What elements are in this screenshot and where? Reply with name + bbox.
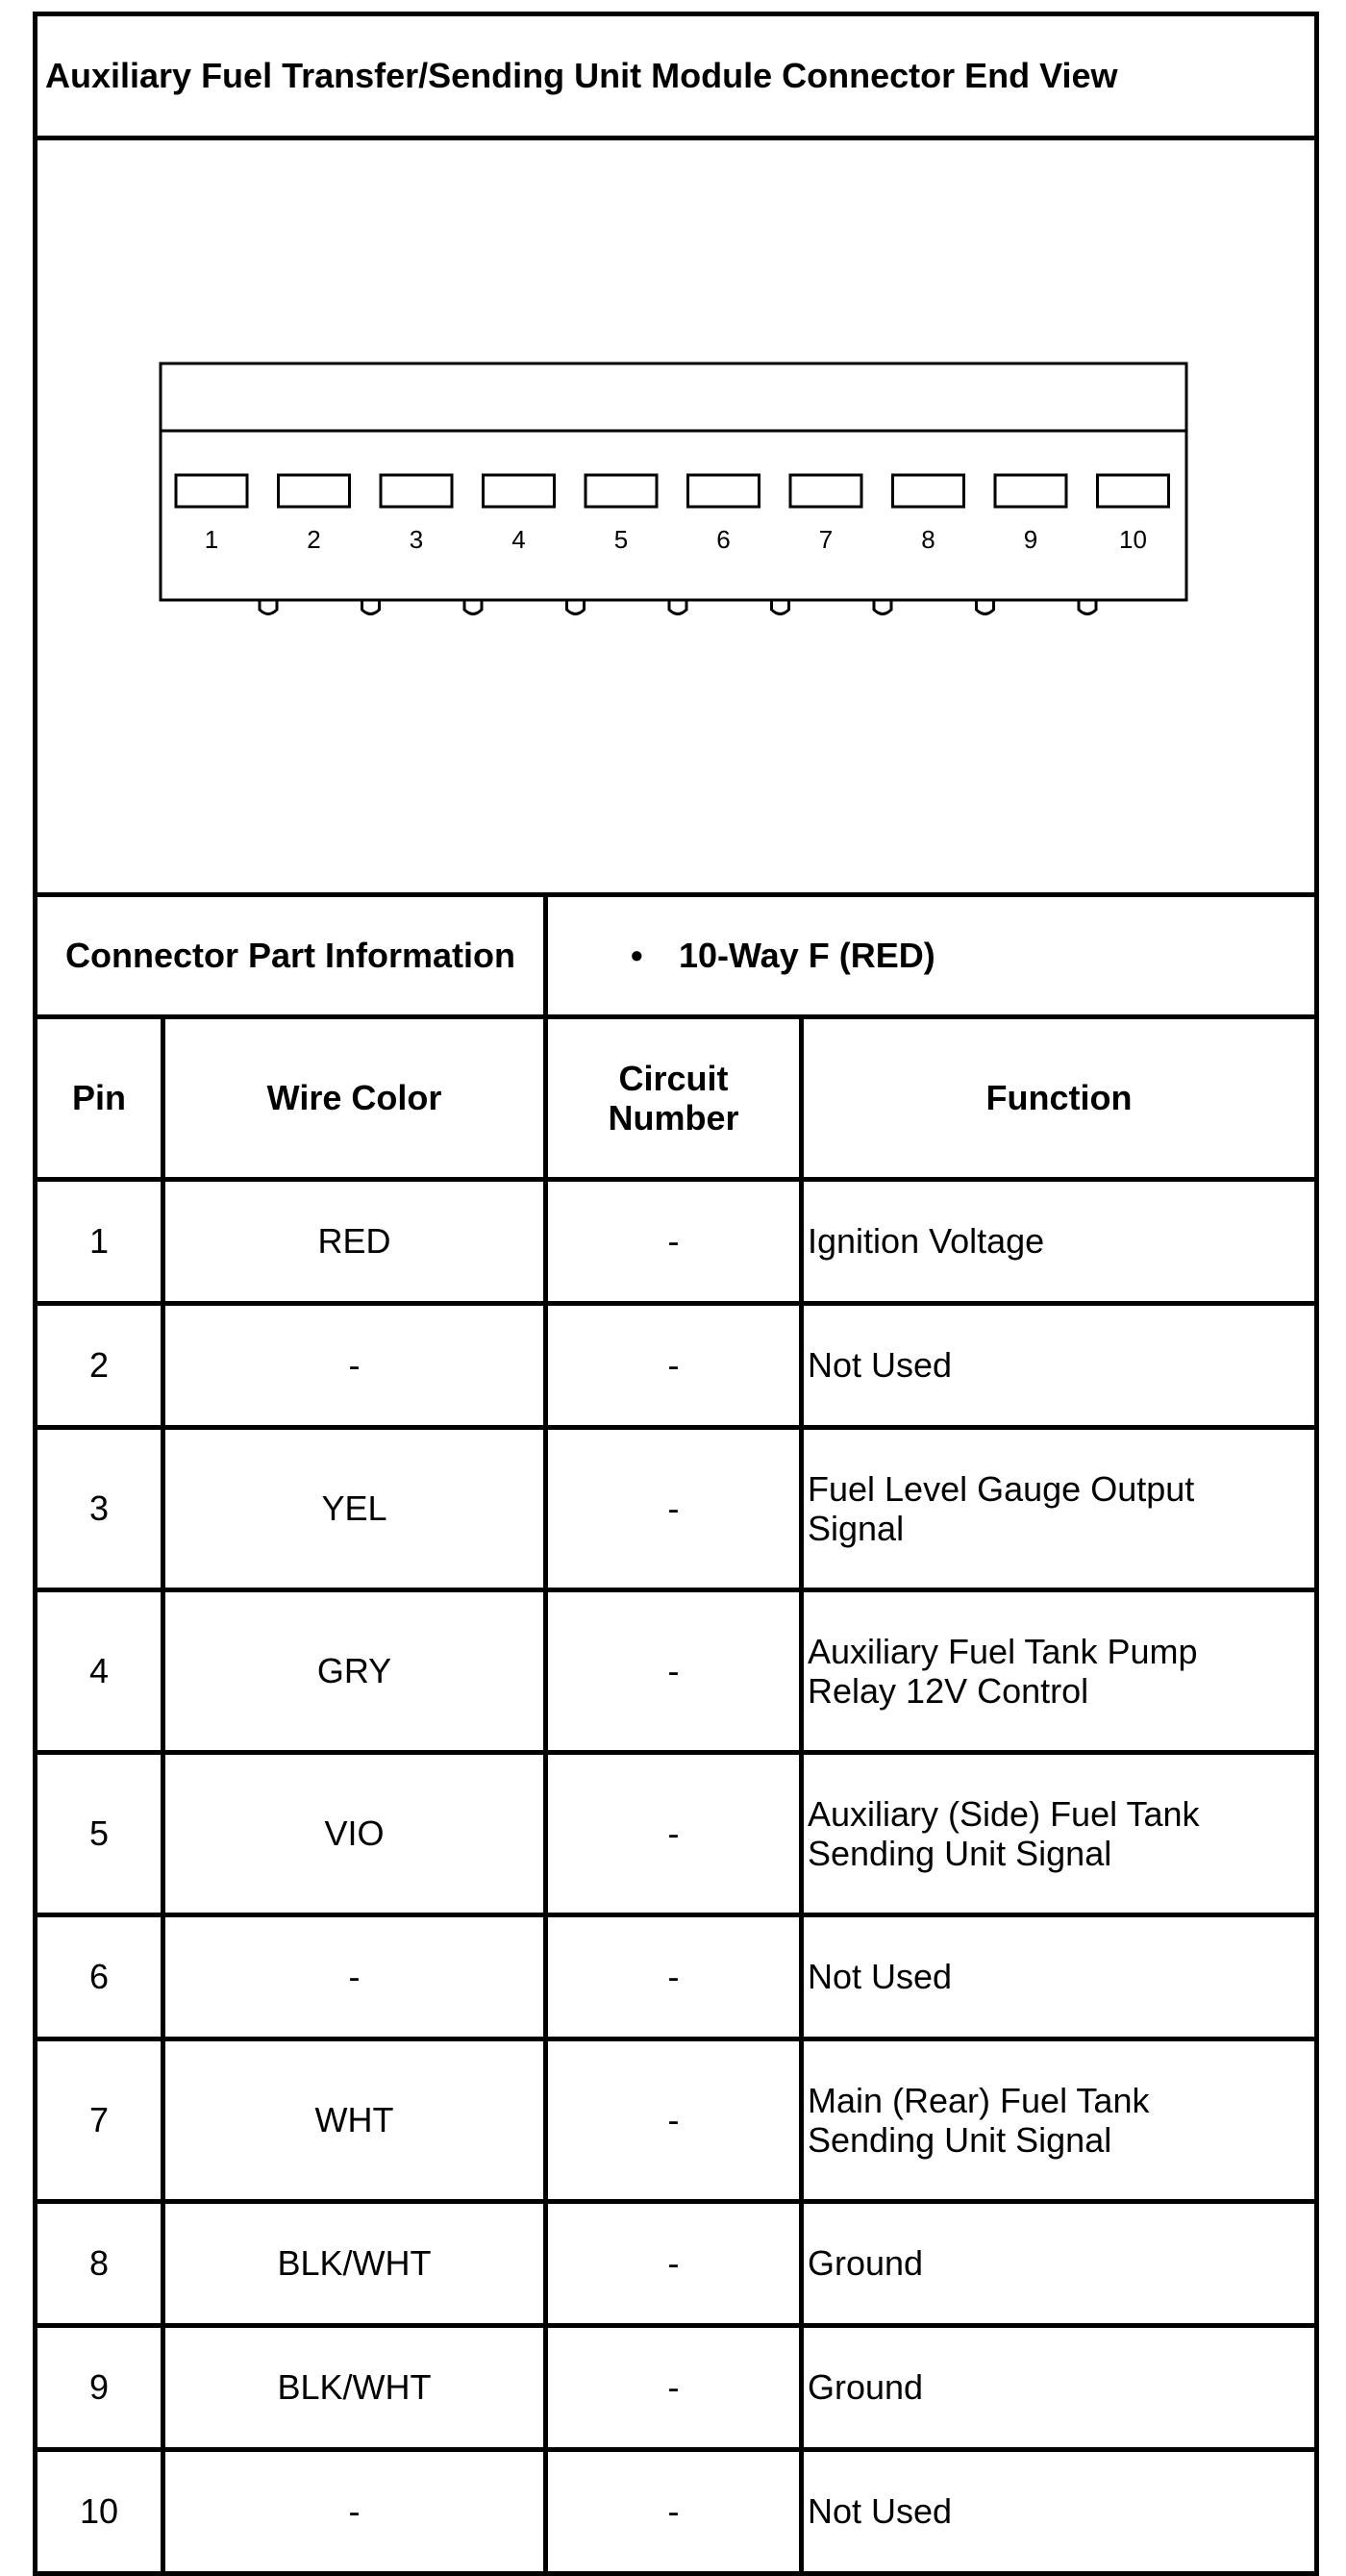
function-cell [802, 1180, 1317, 1304]
locking-tab [874, 600, 891, 614]
function-line-2: Relay 12V Control [808, 1671, 1089, 1711]
header-function: Function [802, 1017, 1317, 1180]
pin-number-label: 5 [613, 525, 629, 554]
locking-tab [669, 600, 686, 614]
circuit-cell: - [546, 1753, 802, 1915]
circuit-cell: - [546, 2450, 802, 2574]
pin-cell: 10 [36, 2450, 163, 2574]
function-cell [802, 1590, 1317, 1753]
table-row [36, 1590, 1317, 1753]
pin-cavity [586, 475, 657, 507]
pin-cavity [893, 475, 964, 507]
pin-cavity [790, 475, 861, 507]
connector-housing [161, 363, 1186, 600]
table-row [36, 1180, 1317, 1304]
pin-cavity [995, 475, 1066, 507]
pin-number-label: 4 [511, 525, 526, 554]
locking-tab [260, 600, 277, 614]
pin-cavity [1098, 475, 1169, 507]
wire-color-cell: RED [163, 1180, 546, 1304]
pin-cavity [688, 475, 760, 507]
connector-table [33, 12, 1319, 2576]
circuit-cell: - [546, 1915, 802, 2039]
function-line-1: Not Used [808, 1957, 953, 1997]
circuit-cell: - [546, 1428, 802, 1590]
locking-tab [464, 600, 482, 614]
pin-cell: 5 [36, 1753, 163, 1915]
pin-cell: 7 [36, 2039, 163, 2202]
pin-number-label: 2 [307, 525, 321, 554]
table-title: Auxiliary Fuel Transfer/Sending Unit Module Connector End View [36, 14, 1317, 138]
table-row [36, 1915, 1317, 2039]
function-line-1: Ground [808, 2367, 924, 2408]
wire-color-cell: BLK/WHT [163, 2202, 546, 2326]
function-cell [802, 1753, 1317, 1915]
wire-color-cell: VIO [163, 1753, 546, 1915]
table-row [36, 1753, 1317, 1915]
function-cell [802, 2326, 1317, 2450]
circuit-cell: - [546, 1590, 802, 1753]
function-line-2: Signal [808, 1509, 905, 1548]
connector-diagram-cell [36, 138, 1317, 895]
function-cell [802, 1428, 1317, 1590]
wire-color-cell: - [163, 2450, 546, 2574]
circuit-cell: - [546, 2326, 802, 2450]
function-line-1: Auxiliary Fuel Tank Pump [808, 1631, 1198, 1671]
pin-cavity [176, 475, 247, 507]
function-line-1: Ground [808, 2243, 924, 2284]
function-line-1: Not Used [808, 2491, 953, 2532]
function-line-1: Fuel Level Gauge Output [808, 1468, 1195, 1509]
circuit-cell: - [546, 2039, 802, 2202]
pin-number-label: 3 [409, 525, 424, 554]
table-row [36, 2326, 1317, 2450]
function-cell [802, 1915, 1317, 2039]
function-cell [802, 2039, 1317, 2202]
header-pin: Pin [36, 1017, 163, 1180]
wire-color-cell: YEL [163, 1428, 546, 1590]
wire-color-cell: BLK/WHT [163, 2326, 546, 2450]
table-row [36, 2202, 1317, 2326]
header-circuit-line1: Circuit [618, 1058, 729, 1098]
pin-cell: 1 [36, 1180, 163, 1304]
pin-cavity [279, 475, 350, 507]
pin-number-label: 8 [921, 525, 935, 554]
function-line-1: Ignition Voltage [808, 1221, 1045, 1262]
pin-cell: 2 [36, 1304, 163, 1428]
pin-number-label: 1 [204, 525, 219, 554]
pin-cell: 4 [36, 1590, 163, 1753]
circuit-cell: - [546, 1180, 802, 1304]
pin-cell: 6 [36, 1915, 163, 2039]
locking-tab [772, 600, 789, 614]
part-info-value-cell [546, 895, 1317, 1017]
header-circuit-line2: Number [608, 1098, 739, 1138]
function-line-1: Not Used [808, 1345, 953, 1386]
pin-number-label: 6 [716, 525, 731, 554]
circuit-cell: - [546, 2202, 802, 2326]
locking-tab [362, 600, 380, 614]
circuit-cell: - [546, 1304, 802, 1428]
part-info-bullet: • [631, 936, 643, 976]
table-row [36, 1304, 1317, 1428]
function-line-1: Main (Rear) Fuel Tank [808, 2080, 1150, 2120]
wire-color-cell: GRY [163, 1590, 546, 1753]
header-wire-color: Wire Color [163, 1017, 546, 1180]
wire-color-cell: - [163, 1915, 546, 2039]
function-line-2: Sending Unit Signal [808, 1834, 1112, 1873]
locking-tab [1079, 600, 1096, 614]
header-circuit-number [546, 1017, 802, 1180]
table-row [36, 2450, 1317, 2574]
pin-number-label: 9 [1023, 525, 1038, 554]
part-info-value: 10-Way F (RED) [679, 936, 935, 976]
locking-tab [567, 600, 585, 614]
wire-color-cell: WHT [163, 2039, 546, 2202]
function-cell [802, 1304, 1317, 1428]
pin-cell: 3 [36, 1428, 163, 1590]
part-info-label: Connector Part Information [36, 895, 546, 1017]
pin-cell: 9 [36, 2326, 163, 2450]
function-cell [802, 2202, 1317, 2326]
pin-cavity [381, 475, 452, 507]
pin-number-label: 10 [1119, 525, 1147, 554]
table-row [36, 2039, 1317, 2202]
pin-number-label: 7 [818, 525, 834, 554]
table-row [36, 1428, 1317, 1590]
wire-color-cell: - [163, 1304, 546, 1428]
header-row [36, 1017, 1317, 1180]
pin-cavity [484, 475, 555, 507]
function-cell [802, 2450, 1317, 2574]
function-line-1: Auxiliary (Side) Fuel Tank [808, 1793, 1200, 1834]
function-line-2: Sending Unit Signal [808, 2120, 1112, 2160]
pin-rows [36, 1180, 1317, 2574]
locking-tab [977, 600, 994, 614]
pin-cell: 8 [36, 2202, 163, 2326]
connector-end-view-diagram [37, 145, 1309, 888]
